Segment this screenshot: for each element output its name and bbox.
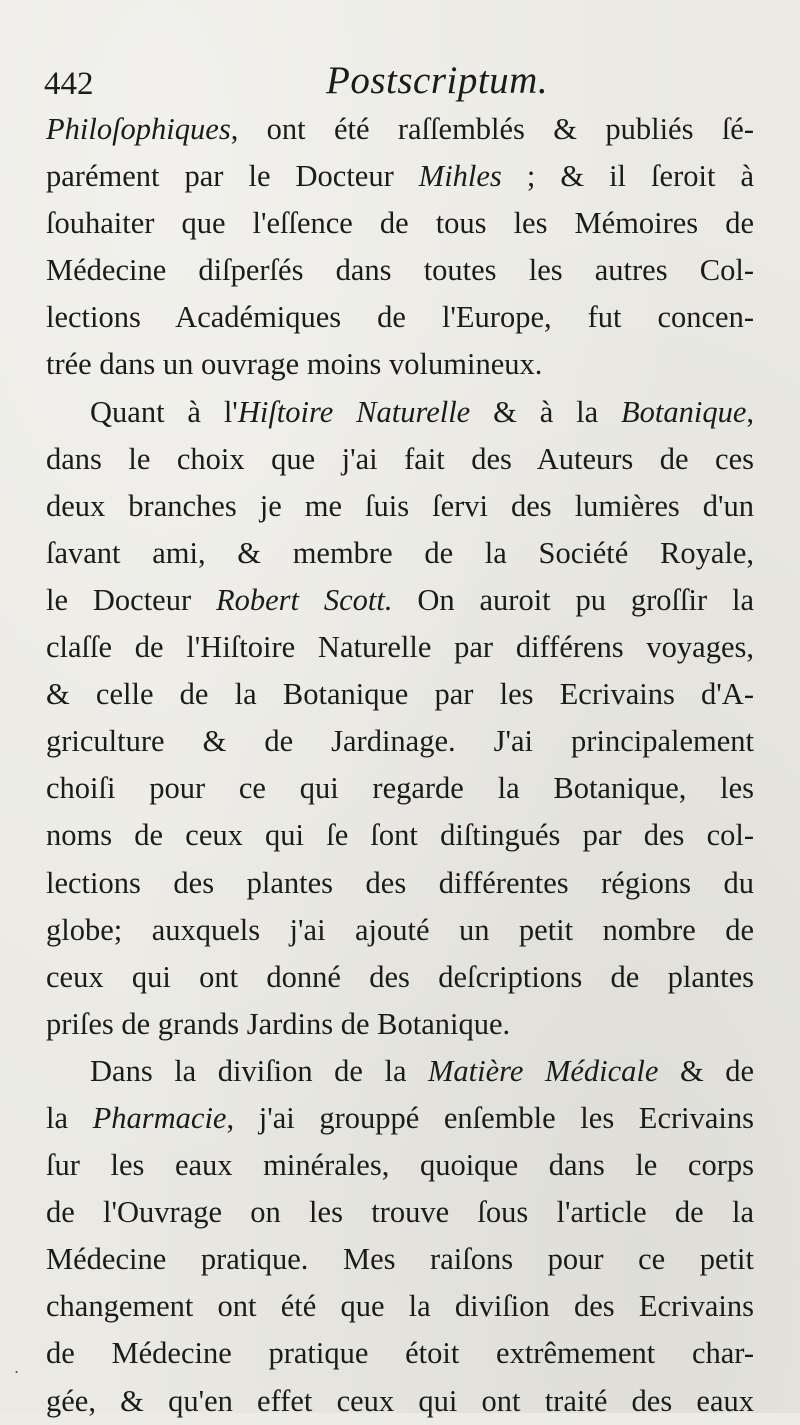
text-line <box>46 1095 754 1142</box>
text-line <box>46 1236 754 1283</box>
text-segment: Dans la diviſion de la <box>90 1053 429 1088</box>
italic-text: Mihles <box>418 159 502 194</box>
text-line <box>46 106 754 153</box>
text-line <box>46 483 754 530</box>
text-segment: trée dans un ouvrage moins volumineux. <box>46 347 543 382</box>
text-segment: lections des plantes des différentes régions du <box>46 865 754 900</box>
text-line <box>46 671 754 718</box>
text-segment: & de <box>658 1053 754 1088</box>
text-segment: priſes de grands Jardins de Botanique. <box>46 1006 511 1041</box>
text-segment: ſouhaiter que l'eſſence de tous les Mémoires de <box>46 206 754 241</box>
italic-text: Pharmacie <box>92 1100 227 1135</box>
text-segment: deux branches je me ſuis ſervi des lumières d'un <box>46 488 754 523</box>
text-line <box>46 860 754 907</box>
text-segment: noms de ceux qui ſe ſont diſtingués par des col- <box>46 818 754 853</box>
text-line <box>46 294 754 341</box>
text-segment: de Médecine pratique étoit extrêmement char- <box>46 1336 754 1371</box>
text-segment: globe; auxquels j'ai ajouté un petit nombre de <box>46 912 754 947</box>
text-segment: choiſi pour ce qui regarde la Botanique, les <box>46 771 754 806</box>
text-segment: On auroit pu groſſir la <box>392 582 754 617</box>
italic-text: Botanique <box>621 394 747 429</box>
text-line <box>46 530 754 577</box>
text-segment: le Docteur <box>46 582 216 617</box>
text-line <box>46 954 754 1001</box>
text-line <box>46 1330 754 1377</box>
text-line <box>46 718 754 765</box>
text-segment: Médecine pratique. Mes raiſons pour ce petit <box>46 1242 754 1277</box>
text-segment: ; & il ſeroit à <box>501 159 754 194</box>
text-segment: claſſe de l'Hiſtoire Naturelle par différens voyages, <box>46 630 754 665</box>
text-segment: ceux qui ont donné des deſcriptions de plantes <box>46 959 754 994</box>
text-segment: ſur les eaux minérales, quoique dans le corps <box>46 1148 754 1183</box>
text-line <box>46 1048 754 1095</box>
text-segment: Médecine diſperſés dans toutes les autres Col- <box>46 253 754 288</box>
text-segment: de l'Ouvrage on les trouve ſous l'article de la <box>46 1195 754 1230</box>
page-speck: . <box>14 1358 20 1377</box>
italic-text: Matière Médicale <box>428 1053 659 1088</box>
text-line <box>46 341 754 388</box>
italic-text: Hiſtoire Naturelle <box>237 394 471 429</box>
italic-text: Robert Scott. <box>215 582 393 617</box>
text-line <box>46 1142 754 1189</box>
text-line <box>46 812 754 859</box>
text-segment: griculture & de Jardinage. J'ai principalement <box>46 724 754 759</box>
text-line <box>46 153 754 200</box>
text-segment: dans le choix que j'ai fait des Auteurs de ces <box>46 441 754 476</box>
text-line <box>46 907 754 954</box>
text-segment: lections Académiques de l'Europe, fut concen- <box>46 300 754 335</box>
text-line <box>46 765 754 812</box>
text-line <box>46 200 754 247</box>
text-segment: & à la <box>470 394 622 429</box>
text-line <box>46 577 754 624</box>
text-line <box>46 1189 754 1236</box>
text-line <box>46 436 754 483</box>
page-number: 442 <box>44 66 94 102</box>
text-line <box>46 389 754 436</box>
text-segment: & celle de la Botanique par les Ecrivains d'A- <box>46 677 754 712</box>
text-segment: gée, & qu'en effet ceux qui ont traité des eaux <box>46 1383 754 1418</box>
text-segment: changement ont été que la diviſion des Ecrivains <box>46 1289 754 1324</box>
page-header <box>44 58 744 108</box>
text-line <box>46 1283 754 1330</box>
italic-text: Philoſophiques <box>46 112 231 146</box>
body-text <box>46 106 754 1425</box>
text-segment: Quant à l' <box>90 394 238 429</box>
text-line <box>46 1378 754 1425</box>
running-head: Postscriptum. <box>326 59 549 102</box>
text-segment: , j'ai grouppé enſemble les Ecrivains <box>226 1100 754 1135</box>
text-segment: ſavant ami, & membre de la Société Royale, <box>46 535 754 570</box>
text-segment: , <box>746 394 755 429</box>
text-line <box>46 247 754 294</box>
text-segment: la <box>46 1100 93 1135</box>
text-line <box>46 624 754 671</box>
text-segment: parément par le Docteur <box>46 159 419 194</box>
text-line <box>46 1001 754 1048</box>
text-segment: , ont été raſſemblés & publiés ſé- <box>230 112 754 146</box>
